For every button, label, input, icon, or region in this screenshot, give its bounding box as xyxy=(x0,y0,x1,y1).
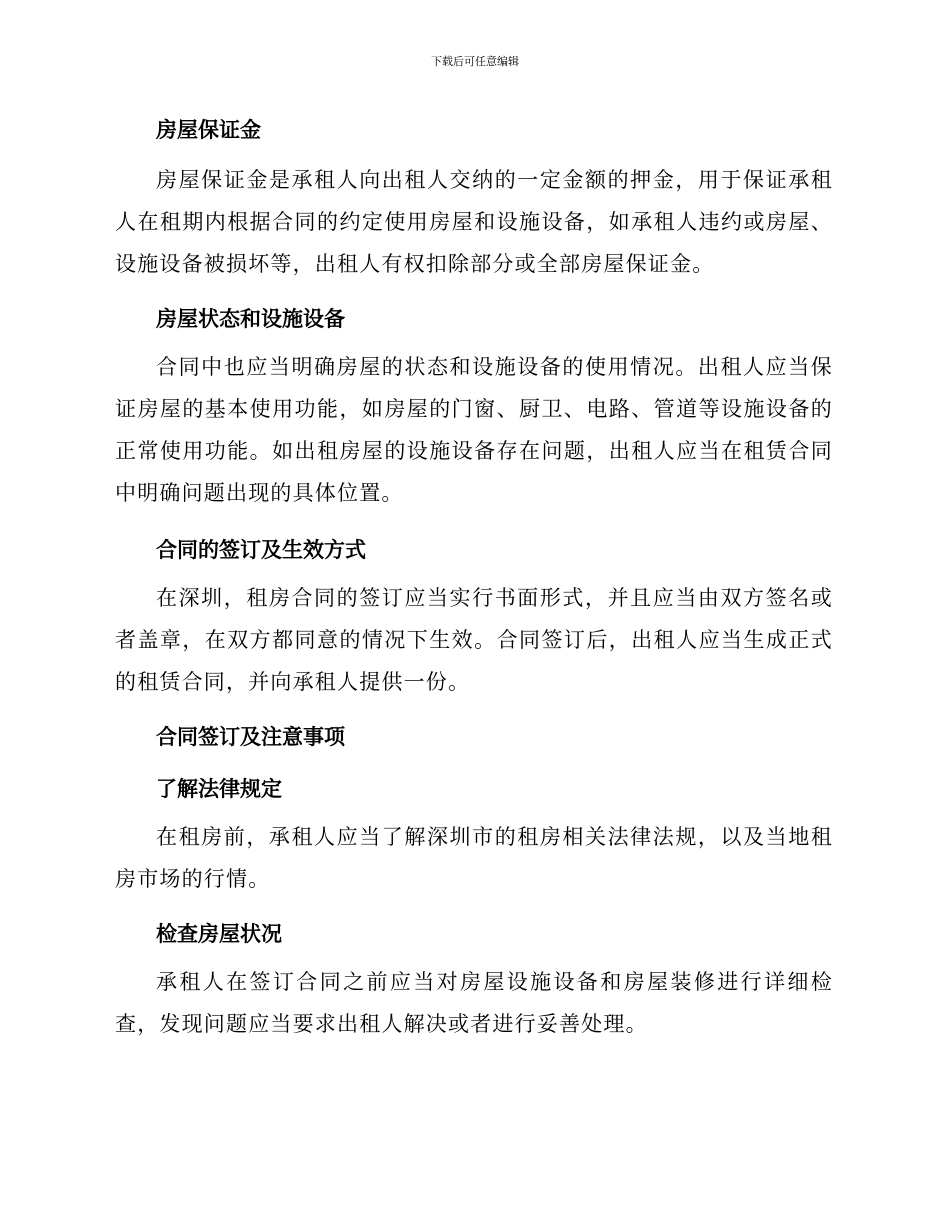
section-paragraph-deposit: 房屋保证金是承租人向出租人交纳的一定金额的押金，用于保证承租人在租期内根据合同的约定使用房屋和设施设备，如承租人违约或房屋、设施设备被损坏等，出租人有权扣除部分或全部房屋保证金。 xyxy=(115,168,833,276)
section-paragraph-house-status: 合同中也应当明确房屋的状态和设施设备的使用情况。出租人应当保证房屋的基本使用功能，如房屋的门窗、厨卫、电路、管道等设施设备的正常使用功能。如出租房屋的设施设备存在问题，出租人应当在租赁合同中明确问题出现的具体位置。 xyxy=(115,355,833,505)
section-heading-house-status: 房屋状态和设施设备 xyxy=(156,306,345,331)
section-paragraph-inspection: 承租人在签订合同之前应当对房屋设施设备和房屋装修进行详细检查，发现问题应当要求出租人解决或者进行妥善处理。 xyxy=(115,970,833,1036)
section-heading-signing-notes: 合同签订及注意事项 xyxy=(156,724,345,749)
section-paragraph-signing-effect: 在深圳，租房合同的签订应当实行书面形式，并且应当由双方签名或者盖章，在双方都同意的情况下生效。合同签订后，出租人应当生成正式的租赁合同，并向承租人提供一份。 xyxy=(115,586,833,694)
section-heading-deposit: 房屋保证金 xyxy=(156,117,261,142)
section-heading-law: 了解法律规定 xyxy=(156,776,282,801)
page-header: 下载后可任意编辑 xyxy=(431,55,519,68)
section-paragraph-law: 在租房前，承租人应当了解深圳市的租房相关法律法规，以及当地租房市场的行情。 xyxy=(115,825,833,891)
section-heading-inspection: 检查房屋状况 xyxy=(156,921,282,946)
section-heading-signing-effect: 合同的签订及生效方式 xyxy=(156,537,366,562)
